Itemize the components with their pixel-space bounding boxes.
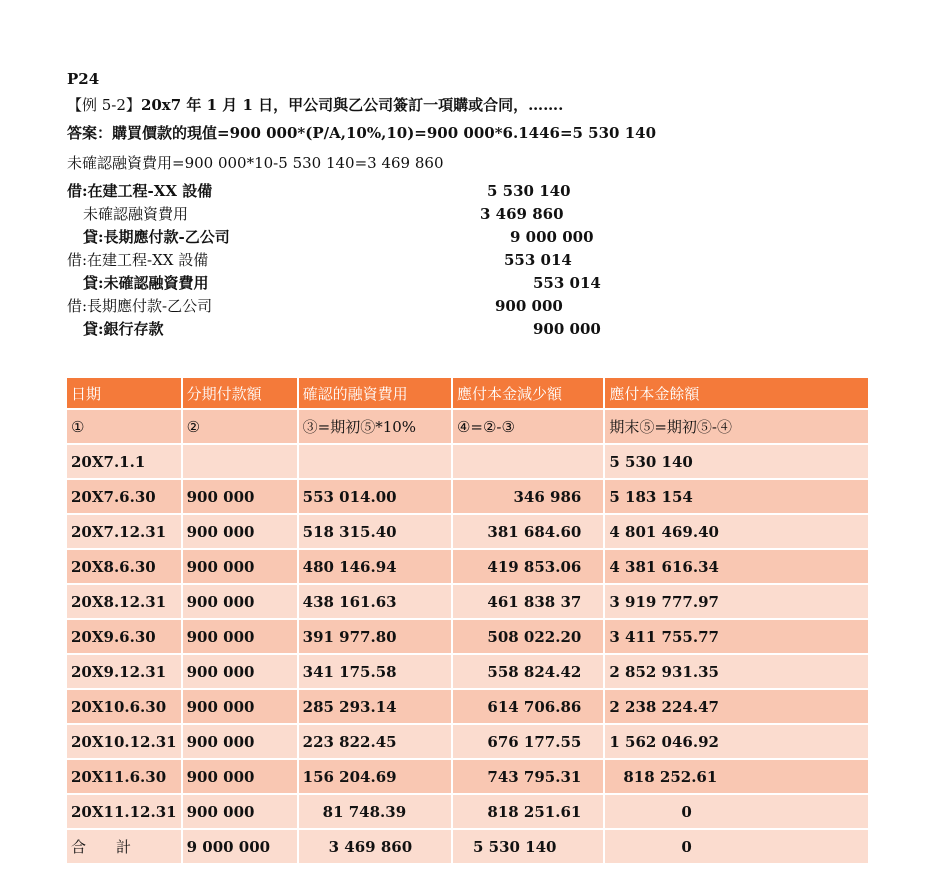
- journal-entry-row: [67, 295, 627, 318]
- cell-interest: [298, 444, 452, 479]
- cell-date: 20X7.6.30: [66, 479, 182, 514]
- journal-entry-row: [67, 180, 627, 203]
- answer-line: 答案：購買價款的現值=900 000*(P/A,10%,10)=900 000*6.1446=5 530 140: [67, 124, 657, 142]
- cell-interest: 553 014.00: [298, 479, 452, 514]
- cell-balance: 4 381 616.34: [604, 549, 869, 584]
- column-header: 分期付款額: [182, 377, 298, 409]
- journal-entries: [67, 180, 627, 341]
- cell-payment: 900 000: [182, 584, 298, 619]
- journal-entry-row: [67, 318, 627, 341]
- column-subheader: ④=②-③: [452, 409, 604, 444]
- cell-date: 20X9.6.30: [66, 619, 182, 654]
- cell-interest: 285 293.14: [298, 689, 452, 724]
- journal-entry-row: [67, 203, 627, 226]
- cell-date: 20X7.1.1: [66, 444, 182, 479]
- journal-account: 未確認融資費用: [83, 205, 189, 223]
- column-subheader: ③=期初⑤*10%: [298, 409, 452, 444]
- cell-principal-reduction: 381 684.60: [452, 514, 604, 549]
- cell-principal-reduction: 346 986: [452, 479, 604, 514]
- journal-account: 貸:銀行存款: [83, 320, 164, 338]
- cell-balance: 4 801 469.40: [604, 514, 869, 549]
- table-header-row: [66, 377, 869, 409]
- cell-principal-reduction: 743 795.31: [452, 759, 604, 794]
- journal-amount: 900 000: [495, 297, 563, 315]
- page-label: P24: [67, 70, 100, 88]
- cell-principal-reduction: 461 838 37: [452, 584, 604, 619]
- table-row: [66, 724, 869, 759]
- cell-interest: 341 175.58: [298, 654, 452, 689]
- cell-balance: 3 411 755.77: [604, 619, 869, 654]
- cell-balance: 5 183 154: [604, 479, 869, 514]
- cell-payment: 900 000: [182, 654, 298, 689]
- journal-account: 借:在建工程-XX 設備: [67, 182, 213, 200]
- cell-date: 20X11.12.31: [66, 794, 182, 829]
- cell-total-balance: 0: [604, 829, 869, 864]
- example-heading: [67, 94, 563, 116]
- cell-total-interest: 3 469 860: [298, 829, 452, 864]
- table-row: [66, 514, 869, 549]
- amortization-table: [65, 376, 870, 865]
- cell-total-principal: 5 530 140: [452, 829, 604, 864]
- journal-amount: 553 014: [504, 251, 572, 269]
- column-header: 確認的融資費用: [298, 377, 452, 409]
- column-subheader: ①: [66, 409, 182, 444]
- cell-principal-reduction: [452, 444, 604, 479]
- cell-interest: 391 977.80: [298, 619, 452, 654]
- journal-account: 借:在建工程-XX 設備: [67, 251, 209, 269]
- cell-principal-reduction: 508 022.20: [452, 619, 604, 654]
- cell-interest: 438 161.63: [298, 584, 452, 619]
- cell-interest: 156 204.69: [298, 759, 452, 794]
- cell-date: 20X11.6.30: [66, 759, 182, 794]
- cell-payment: 900 000: [182, 479, 298, 514]
- cell-balance: 818 252.61: [604, 759, 869, 794]
- table-row: [66, 689, 869, 724]
- cell-principal-reduction: 818 251.61: [452, 794, 604, 829]
- cell-balance: 5 530 140: [604, 444, 869, 479]
- cell-balance: 0: [604, 794, 869, 829]
- column-header: 日期: [66, 377, 182, 409]
- journal-entry-row: [67, 226, 627, 249]
- journal-account: 貸:未確認融資費用: [83, 274, 209, 292]
- column-subheader: 期末⑤=期初⑤-④: [604, 409, 869, 444]
- cell-interest: 223 822.45: [298, 724, 452, 759]
- cell-payment: 900 000: [182, 724, 298, 759]
- journal-amount: 9 000 000: [510, 228, 594, 246]
- cell-payment: 900 000: [182, 549, 298, 584]
- cell-interest: 81 748.39: [298, 794, 452, 829]
- table-row: [66, 549, 869, 584]
- cell-date: 20X9.12.31: [66, 654, 182, 689]
- cell-balance: 3 919 777.97: [604, 584, 869, 619]
- journal-account: 貸:長期應付款-乙公司: [83, 228, 230, 246]
- journal-amount: 3 469 860: [480, 205, 564, 223]
- table-row: [66, 444, 869, 479]
- example-prefix: 【例 5-2】: [67, 96, 141, 114]
- journal-account: 借:長期應付款-乙公司: [67, 297, 213, 315]
- cell-payment: 900 000: [182, 689, 298, 724]
- cell-date: 20X8.12.31: [66, 584, 182, 619]
- table-row: [66, 759, 869, 794]
- table-row: [66, 794, 869, 829]
- journal-amount: 553 014: [533, 274, 601, 292]
- cell-total-label: 合 計: [66, 829, 182, 864]
- cell-principal-reduction: 419 853.06: [452, 549, 604, 584]
- cell-principal-reduction: 676 177.55: [452, 724, 604, 759]
- cell-principal-reduction: 558 824.42: [452, 654, 604, 689]
- cell-balance: 2 852 931.35: [604, 654, 869, 689]
- cell-balance: 1 562 046.92: [604, 724, 869, 759]
- table-total-row: [66, 829, 869, 864]
- table-row: [66, 619, 869, 654]
- table-row: [66, 584, 869, 619]
- table-row: [66, 654, 869, 689]
- cell-date: 20X10.6.30: [66, 689, 182, 724]
- cell-payment: [182, 444, 298, 479]
- unrecognized-finance-line: 未確認融資費用=900 000*10-5 530 140=3 469 860: [67, 154, 444, 172]
- journal-amount: 5 530 140: [487, 182, 571, 200]
- cell-date: 20X7.12.31: [66, 514, 182, 549]
- column-subheader: ②: [182, 409, 298, 444]
- cell-balance: 2 238 224.47: [604, 689, 869, 724]
- cell-principal-reduction: 614 706.86: [452, 689, 604, 724]
- table-subheader-row: [66, 409, 869, 444]
- cell-payment: 900 000: [182, 619, 298, 654]
- cell-payment: 900 000: [182, 759, 298, 794]
- journal-entry-row: [67, 249, 627, 272]
- column-header: 應付本金減少額: [452, 377, 604, 409]
- cell-payment: 900 000: [182, 794, 298, 829]
- cell-date: 20X8.6.30: [66, 549, 182, 584]
- journal-entry-row: [67, 272, 627, 295]
- example-text: 20x7 年 1 月 1 日，甲公司與乙公司簽訂一項購或合同，…….: [140, 96, 564, 114]
- cell-total-payment: 9 000 000: [182, 829, 298, 864]
- column-header: 應付本金餘額: [604, 377, 869, 409]
- table-row: [66, 479, 869, 514]
- cell-payment: 900 000: [182, 514, 298, 549]
- cell-date: 20X10.12.31: [66, 724, 182, 759]
- journal-amount: 900 000: [533, 320, 601, 338]
- cell-interest: 518 315.40: [298, 514, 452, 549]
- cell-interest: 480 146.94: [298, 549, 452, 584]
